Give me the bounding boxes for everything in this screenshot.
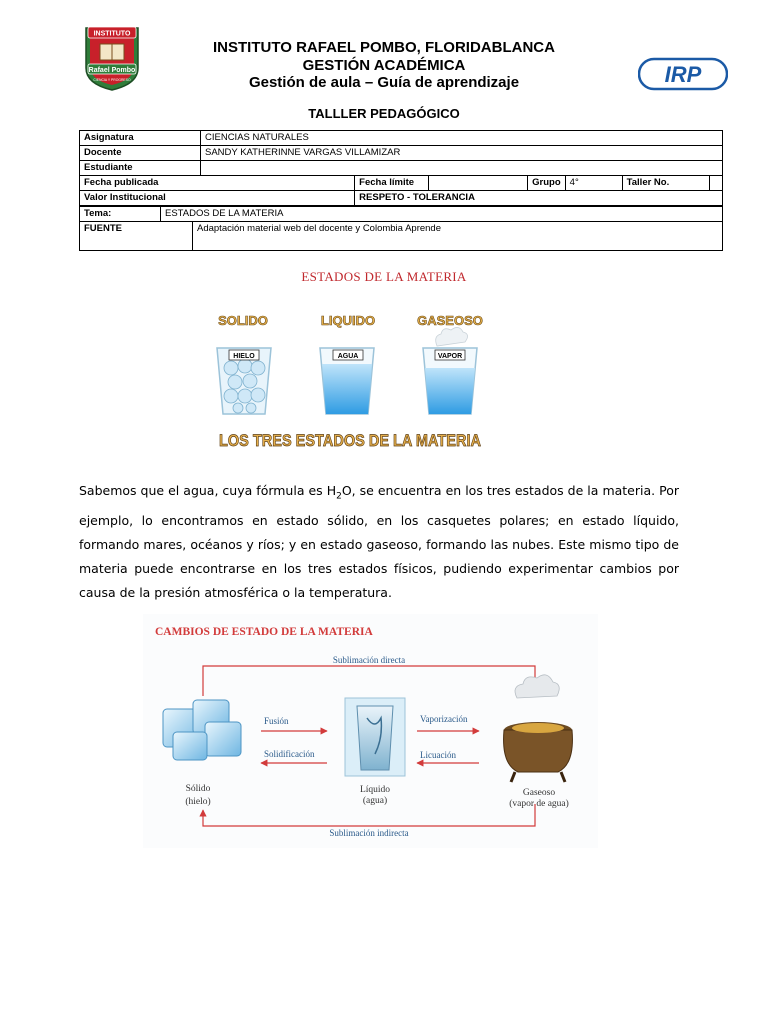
ice-glass-icon bbox=[217, 348, 271, 414]
valor-value: RESPETO - TOLERANCIA bbox=[355, 191, 723, 206]
state-label-gas: GASEOSO bbox=[417, 313, 483, 328]
sublimacion-directa-label: Sublimación directa bbox=[332, 655, 406, 665]
logo-bottom-text: Rafael Pombo bbox=[88, 67, 136, 74]
estudiante-label: Estudiante bbox=[80, 161, 201, 176]
school-name: INSTITUTO RAFAEL POMBO, FLORIDABLANCA bbox=[213, 39, 555, 56]
tema-label: Tema: bbox=[80, 207, 161, 222]
irp-logo bbox=[638, 57, 728, 91]
fuente-label: FUENTE bbox=[80, 222, 193, 251]
fuente-value: Adaptación material web del docente y Colombia Aprende bbox=[193, 222, 723, 251]
water-glass-icon bbox=[345, 698, 405, 776]
table-row bbox=[80, 176, 723, 191]
fecha-limite-value[interactable] bbox=[429, 176, 528, 191]
table-row bbox=[80, 161, 723, 176]
asignatura-value: CIENCIAS NATURALES bbox=[201, 131, 723, 146]
paragraph-part-1: Sabemos que el agua, cuya fórmula es H bbox=[79, 483, 337, 498]
tema-table bbox=[79, 206, 723, 222]
solidificacion-label: Solidificación bbox=[264, 749, 315, 759]
solido-label: Sólido bbox=[185, 784, 211, 794]
irp-logo-text: IRP bbox=[664, 62, 702, 87]
fecha-limite-label: Fecha límite bbox=[355, 176, 429, 191]
docente-value: SANDY KATHERINNE VARGAS VILLAMIZAR bbox=[201, 146, 723, 161]
water-glass-icon bbox=[320, 348, 374, 414]
department-name: GESTIÓN ACADÉMICA bbox=[302, 57, 466, 74]
table-row bbox=[80, 131, 723, 146]
formula-subscript: 2 bbox=[336, 491, 342, 502]
gaseoso-sub-label: (vapor de agua) bbox=[509, 799, 569, 809]
workshop-title: TALLLER PEDAGÓGICO bbox=[308, 106, 460, 121]
info-table bbox=[79, 130, 723, 206]
valor-label: Valor Institucional bbox=[80, 191, 355, 206]
solido-sub-label: (hielo) bbox=[185, 797, 211, 807]
diagram-title: CAMBIOS DE ESTADO DE LA MATERIA bbox=[155, 626, 373, 638]
section-title: ESTADOS DE LA MATERIA bbox=[301, 269, 467, 284]
ice-cubes-icon bbox=[163, 700, 241, 760]
intro-paragraph bbox=[79, 479, 679, 605]
sublimacion-indirecta-label: Sublimación indirecta bbox=[329, 828, 409, 838]
docente-label: Docente bbox=[80, 146, 201, 161]
grupo-label: Grupo bbox=[528, 176, 566, 191]
state-label-liquid: LIQUIDO bbox=[320, 313, 376, 328]
table-row bbox=[80, 146, 723, 161]
vaporizacion-label: Vaporización bbox=[420, 714, 468, 724]
vapor-glass-icon bbox=[423, 327, 477, 414]
estudiante-value[interactable] bbox=[201, 161, 723, 176]
states-caption: LOS TRES ESTADOS DE LA MATERIA bbox=[219, 431, 481, 450]
table-row bbox=[80, 191, 723, 206]
fusion-label: Fusión bbox=[264, 716, 289, 726]
grupo-value: 4° bbox=[565, 176, 622, 191]
fuente-table bbox=[79, 221, 723, 251]
table-row bbox=[80, 207, 723, 222]
table-row bbox=[80, 222, 723, 251]
glass-tag-vapor: VAPOR bbox=[437, 353, 463, 360]
licuacion-label: Licuación bbox=[420, 750, 456, 760]
logo-motto: CIENCIA Y PROGRESO bbox=[93, 78, 131, 82]
three-states-image bbox=[205, 306, 495, 454]
paragraph-part-2: O, se encuentra en los tres estados de la materia. Por ejemplo, lo encontramos en estado sólido, en los casquetes polares; en estado líquido, formando mares, océanos y ríos; y en estado gaseoso, formando las nubes. Este mismo tipo de materia puede encontrarse en los tres estados físicos, pudiendo experimentar cambios por causa de la presión atmosférica o la temperatura. bbox=[79, 483, 680, 600]
tema-value: ESTADOS DE LA MATERIA bbox=[161, 207, 723, 222]
taller-value[interactable] bbox=[709, 176, 722, 191]
fecha-publicada-label: Fecha publicada bbox=[80, 176, 355, 191]
state-changes-diagram bbox=[143, 614, 598, 848]
liquido-label: Líquido bbox=[359, 785, 391, 795]
glass-tag-water: AGUA bbox=[337, 353, 359, 360]
state-label-solid: SOLIDO bbox=[218, 313, 268, 328]
guide-title: Gestión de aula – Guía de aprendizaje bbox=[248, 74, 520, 91]
glass-tag-ice: HIELO bbox=[233, 353, 255, 360]
gaseoso-label: Gaseoso bbox=[522, 788, 556, 798]
liquido-sub-label: (agua) bbox=[362, 796, 388, 806]
taller-label: Taller No. bbox=[622, 176, 709, 191]
logo-top-text: INSTITUTO bbox=[93, 30, 131, 38]
asignatura-label: Asignatura bbox=[80, 131, 201, 146]
